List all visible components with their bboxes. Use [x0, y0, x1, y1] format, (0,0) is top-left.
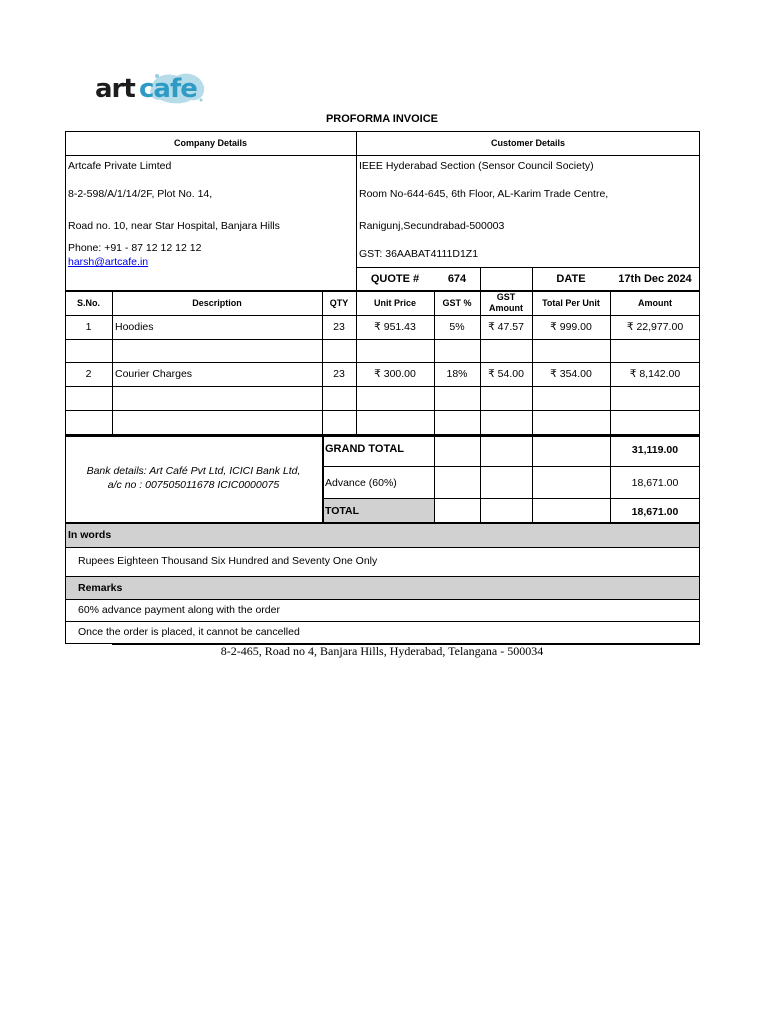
row1-total-per-unit: ₹ 999.00: [550, 321, 592, 333]
row2-description: Courier Charges: [115, 368, 193, 380]
advance-value: 18,671.00: [631, 477, 679, 489]
total-label: TOTAL: [325, 505, 360, 517]
row2-gst-percent: 18%: [446, 368, 468, 380]
customer-details-header: Customer Details: [490, 138, 566, 148]
customer-address-2: Ranigunj,Secundrabad-500003: [359, 220, 505, 232]
row1-gst-amount: ₹ 47.57: [488, 321, 524, 333]
row1-unit-price: ₹ 951.43: [374, 321, 416, 333]
row1-sno: 1: [85, 321, 92, 333]
quote-number: 674: [447, 273, 467, 285]
row2-gst-amount: ₹ 54.00: [488, 368, 524, 380]
advance-label: Advance (60%): [325, 477, 397, 489]
in-words-label: In words: [68, 529, 112, 541]
row1-gst-percent: 5%: [449, 321, 465, 333]
company-details-header: Company Details: [173, 138, 248, 148]
col-header-gst-amount: GST Amount: [489, 292, 523, 313]
row1-description: Hoodies: [115, 321, 154, 333]
company-address-2: Road no. 10, near Star Hospital, Banjara Hills: [68, 220, 280, 232]
logo-text-cafe: cafe: [139, 74, 197, 104]
col-header-sno: S.No.: [76, 298, 100, 308]
remark-item: 60% advance payment along with the order: [78, 604, 280, 616]
logo-text-art: art: [95, 74, 135, 104]
row2-amount: ₹ 8,142.00: [629, 368, 681, 380]
footer-address: 8-2-465, Road no 4, Banjara Hills, Hyderabad, Telangana - 500034: [220, 644, 544, 658]
row2-sno: 2: [85, 368, 92, 380]
quote-label: QUOTE #: [370, 273, 420, 285]
artcafe-logo: [95, 70, 210, 110]
customer-address-1: Room No-644-645, 6th Floor, AL-Karim Trade Centre,: [359, 188, 609, 200]
quote-date: 17th Dec 2024: [618, 273, 692, 285]
grand-total-value: 31,119.00: [631, 444, 679, 456]
grand-total-label: GRAND TOTAL: [325, 443, 405, 455]
customer-name: IEEE Hyderabad Section (Sensor Council Society): [359, 160, 594, 172]
company-phone: Phone: +91 - 87 12 12 12 12: [68, 242, 202, 254]
col-header-total-per-unit: Total Per Unit: [542, 298, 600, 308]
company-address-1: 8-2-598/A/1/14/2F, Plot No. 14,: [68, 188, 213, 200]
row1-qty: 23: [333, 321, 345, 333]
row2-unit-price: ₹ 300.00: [374, 368, 416, 380]
remarks-label: Remarks: [78, 582, 123, 594]
customer-gst: GST: 36AABAT4111D1Z1: [359, 248, 479, 260]
company-email-link[interactable]: harsh@artcafe.in: [68, 256, 149, 268]
invoice-title: PROFORMA INVOICE: [325, 113, 439, 125]
col-header-description: Description: [192, 298, 242, 308]
row2-qty: 23: [333, 368, 345, 380]
in-words-value: Rupees Eighteen Thousand Six Hundred and Seventy One Only: [78, 555, 378, 567]
remark-item: Once the order is placed, it cannot be cancelled: [78, 626, 300, 638]
col-header-gst-percent: GST %: [442, 298, 472, 308]
bank-details-line1: Bank details: Art Café Pvt Ltd, ICICI Bank Ltd,: [86, 465, 301, 477]
col-header-qty: QTY: [329, 298, 349, 308]
company-name: Artcafe Private Limted: [68, 160, 172, 172]
row1-amount: ₹ 22,977.00: [626, 321, 684, 333]
col-header-amount: Amount: [638, 298, 672, 308]
bank-details-line2: a/c no : 007505011678 ICIC0000075: [107, 479, 280, 491]
col-header-unit-price: Unit Price: [373, 298, 416, 308]
items-table: [65, 291, 700, 435]
row2-total-per-unit: ₹ 354.00: [550, 368, 592, 380]
total-value: 18,671.00: [631, 506, 679, 518]
date-label: DATE: [556, 273, 586, 285]
